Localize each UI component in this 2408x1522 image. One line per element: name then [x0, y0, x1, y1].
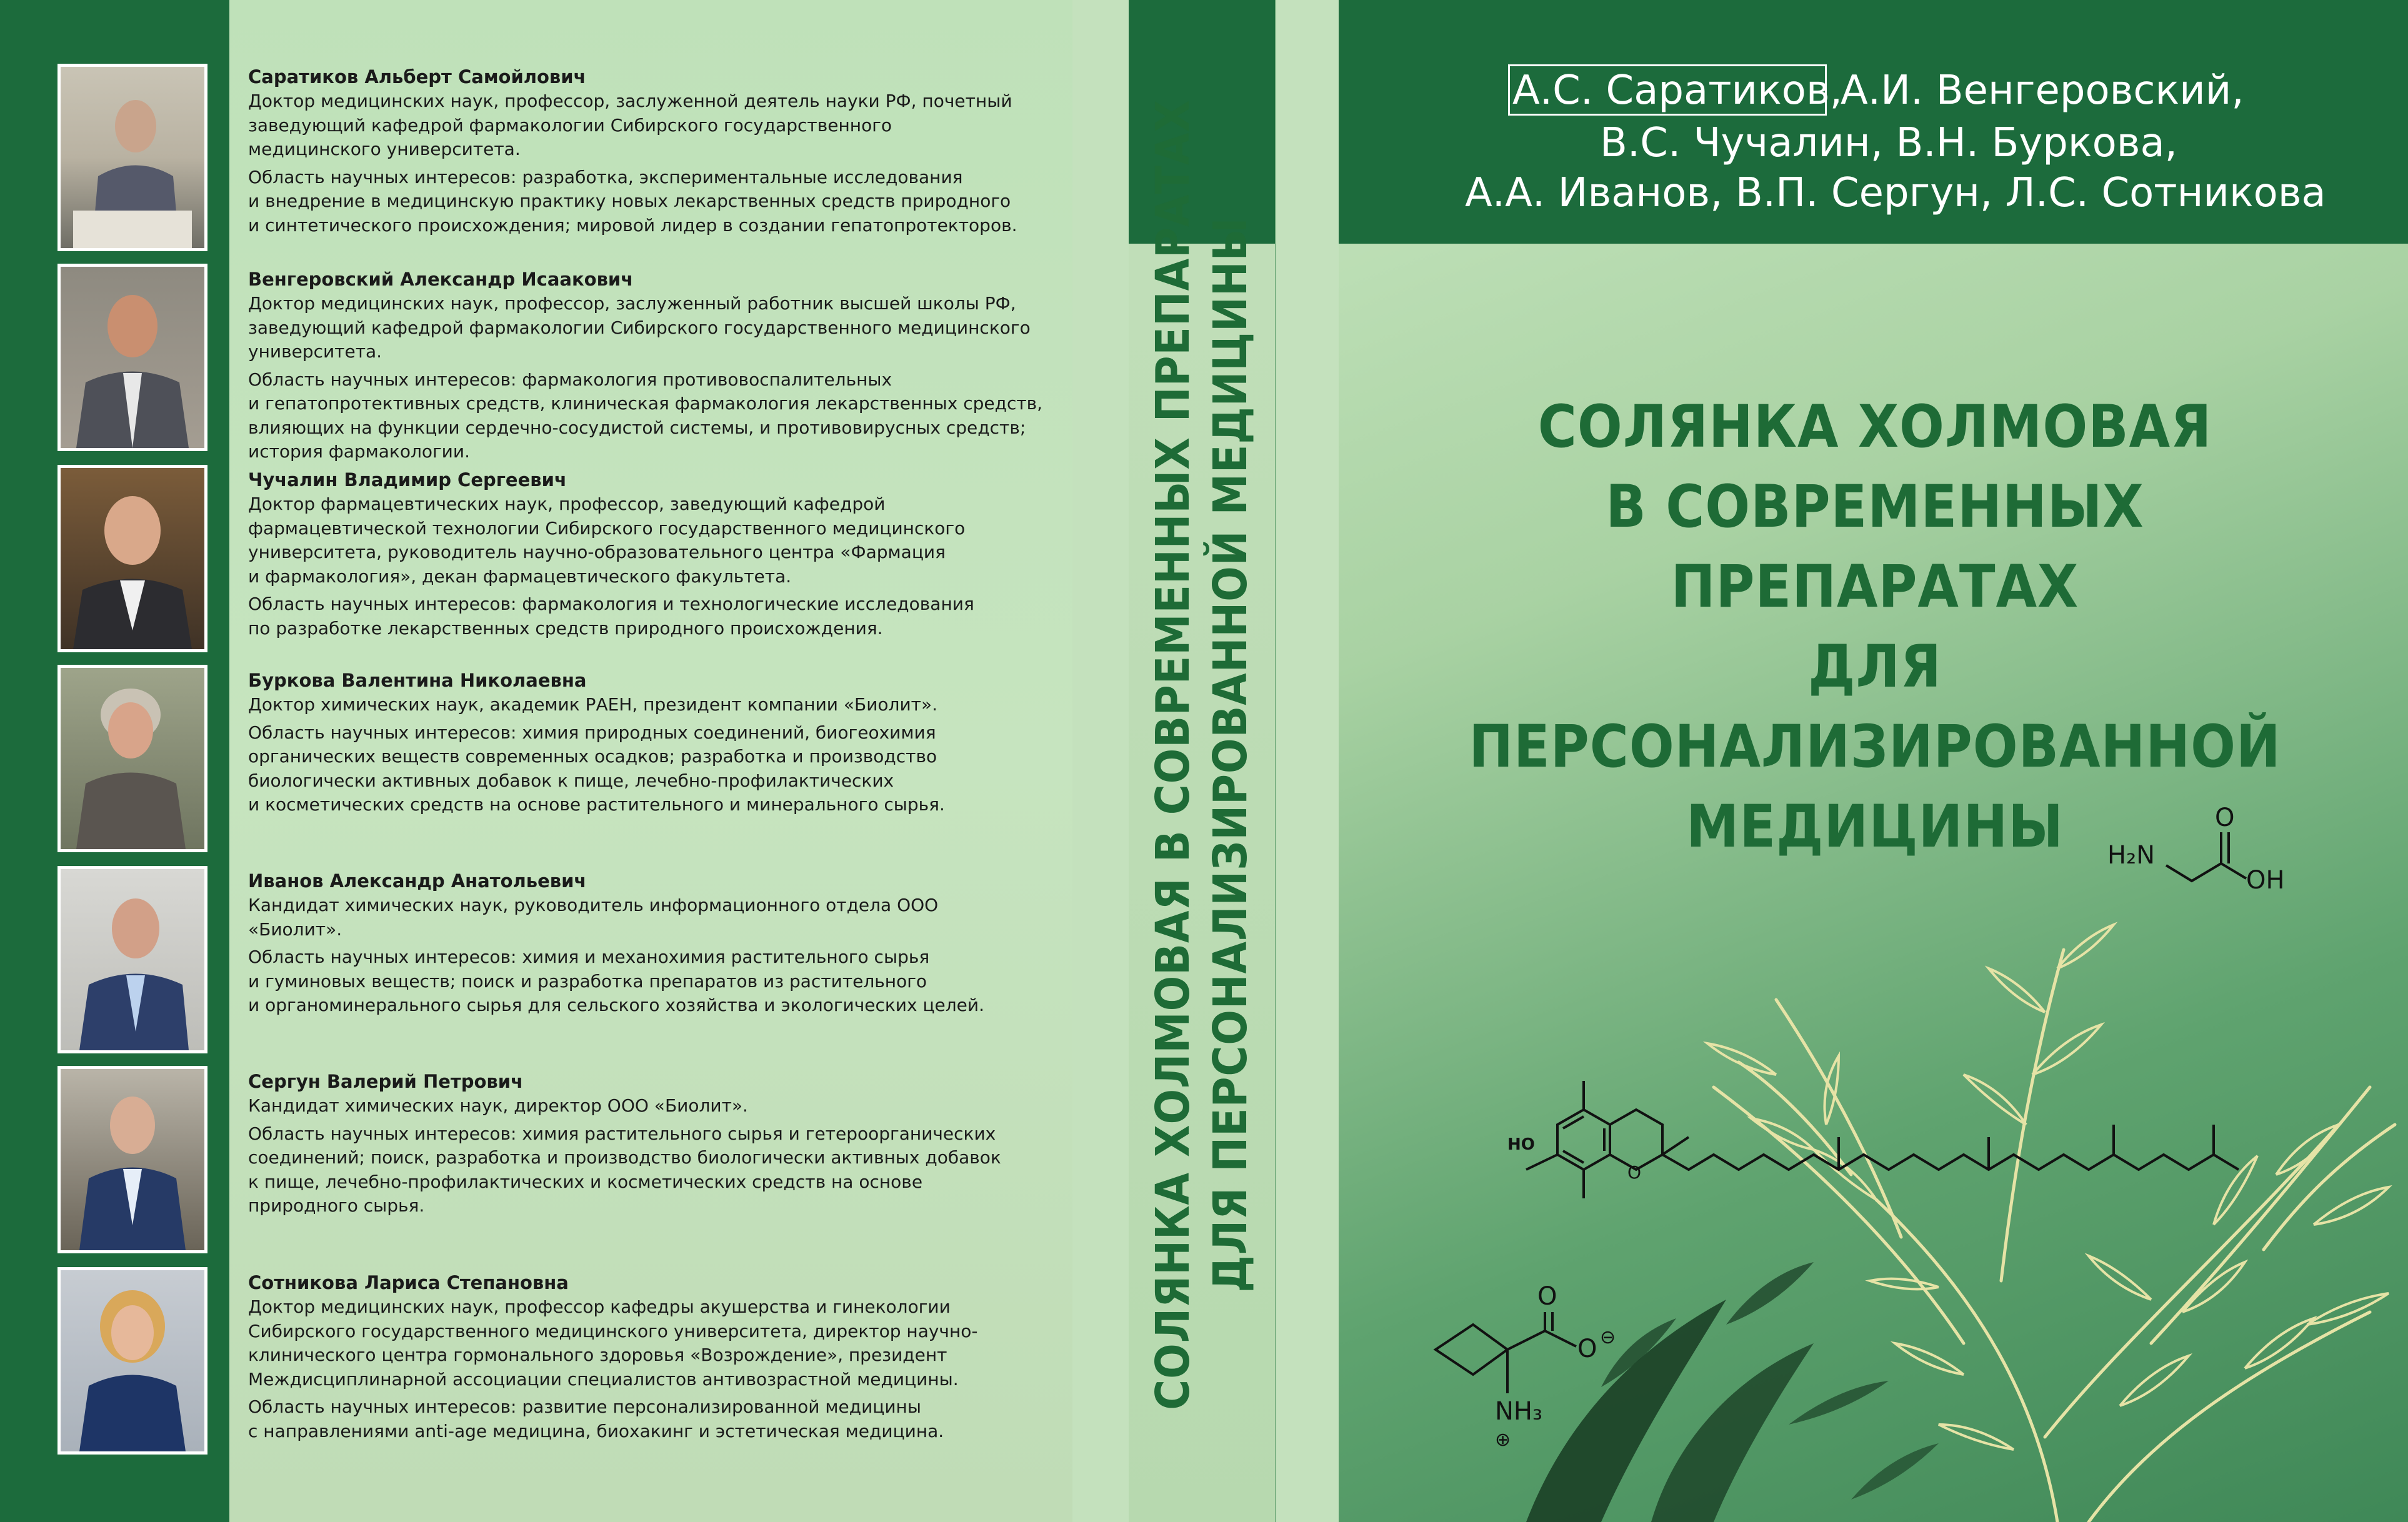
chem-label: O — [1577, 1335, 1597, 1363]
portrait-icon — [61, 67, 204, 248]
minus-charge-icon: ⊖ — [1600, 1326, 1616, 1348]
chem-label: OH — [2246, 866, 2285, 895]
bio-line: клинического центра гормонального здоровья «Возрождение», президент — [248, 1345, 947, 1365]
bio-line: и гуминовых веществ; поиск и разработка препаратов из растительного — [248, 970, 927, 992]
chem-label: HO — [1507, 1135, 1535, 1154]
portrait-icon — [61, 1069, 204, 1250]
bio-line: история фармакологии. — [248, 441, 470, 462]
author-photo-burkova — [57, 665, 207, 852]
bio-line: заведующий кафедрой фармакологии Сибирского государственного — [248, 114, 892, 136]
bio-line: Область научных интересов: развитие персонализированной медицины — [248, 1396, 921, 1417]
bio-line: природного сырья. — [248, 1195, 425, 1216]
spine-title-line: ДЛЯ ПЕРСОНАЛИЗИРОВАННОЙ МЕДИЦИНЫ — [1204, 217, 1257, 1293]
author-photo-sergun — [57, 1066, 207, 1253]
author-bio — [248, 1069, 1061, 1218]
author-name: Венгеровский Александр Исаакович — [248, 269, 634, 290]
bio-line: Кандидат химических наук, руководитель информационного отдела ООО — [248, 895, 939, 915]
spine-title-line: СОЛЯНКА ХОЛМОВАЯ В СОВРЕМЕННЫХ ПРЕПАРАТАХ — [1146, 99, 1200, 1410]
spine-hinge-right — [1275, 0, 1340, 1522]
bio-line: университета. — [248, 341, 382, 362]
bio-line: соединений; поиск, разработка и производство биологически активных добавок — [248, 1147, 1001, 1168]
book-title-line: В СОВРЕМЕННЫХ ПРЕПАРАТАХ — [1606, 473, 2144, 621]
chem-label: O — [2215, 803, 2235, 832]
plant-branches-icon — [1714, 950, 2395, 1522]
spine-title — [1144, 99, 1259, 1410]
dark-plant-icon — [1526, 1262, 1939, 1522]
bio-line: Область научных интересов: фармакология противовоспалительных — [248, 369, 892, 390]
bio-line: органических веществ современных осадков; разработка и производство — [248, 746, 937, 767]
bio-line: Доктор химических наук, академик РАЕН, президент компании «Биолит». — [248, 694, 937, 715]
front-author-line: В.С. Чучалин, В.Н. Буркова, — [1600, 120, 2177, 166]
author-bio — [248, 467, 1061, 640]
portrait-icon — [61, 668, 204, 849]
bio-line: и синтетического происхождения; мировой лидер в создании гепатопротекторов. — [248, 214, 1017, 236]
chem-label: H₂N — [2107, 841, 2156, 870]
bio-line: Область научных интересов: химия природных соединений, биогеохимия — [248, 722, 936, 743]
author-name: Сергун Валерий Петрович — [248, 1071, 523, 1092]
bio-line: Доктор фармацевтических наук, профессор, заведующий кафедрой — [248, 494, 886, 514]
front-author-line: А.А. Иванов, В.П. Сергун, Л.С. Сотникова — [1465, 170, 2326, 216]
portrait-icon — [61, 468, 204, 649]
book-title — [1444, 387, 2306, 867]
author-name: Иванов Александр Анатольевич — [248, 870, 587, 892]
author-bio — [248, 64, 1061, 237]
bio-line: Междисциплинарной ассоциации специалистов антивозрастной медицины. — [248, 1368, 959, 1390]
chem-label: NH₃ — [1495, 1397, 1543, 1426]
author-name: Саратиков Альберт Самойлович — [248, 66, 586, 87]
bio-line: Область научных интересов: фармакология и технологические исследования — [248, 594, 974, 614]
bio-line: Доктор медицинских наук, профессор, заслуженной деятель науки РФ, почетный — [248, 91, 1012, 111]
bio-line: биологически активных добавок к пище, лечебно-профилактических — [248, 770, 894, 791]
front-author-line: А.И. Венгеровский, — [1841, 67, 2244, 114]
bio-line: и органоминерального сырья для сельского хозяйства и экологических целей. — [248, 995, 984, 1015]
bio-line: влияющих на функции сердечно-сосудистой системы, и противовирусных средств; — [248, 417, 1026, 438]
book-title-line: МЕДИЦИНЫ — [1686, 793, 2064, 861]
author-bio — [248, 1270, 1061, 1443]
bio-line: по разработке лекарственных средств природного происхождения. — [248, 617, 883, 639]
author-bio — [248, 267, 1061, 464]
book-title-line: СОЛЯНКА ХОЛМОВАЯ — [1537, 393, 2212, 461]
author-photo-saratikov — [57, 64, 207, 251]
chem-label: O — [1627, 1162, 1642, 1183]
front-author-line: А.С. Саратиков, — [1512, 67, 1842, 114]
author-name: Чучалин Владимир Сергеевич — [248, 469, 567, 490]
author-photo-vengerovsky — [57, 264, 207, 451]
author-bio — [248, 668, 1061, 817]
author-name: Буркова Валентина Николаевна — [248, 670, 587, 691]
author-photo-sotnikova — [57, 1267, 207, 1455]
bio-line: и фармакология», декан фармацевтического факультета. — [248, 565, 792, 587]
spine-hinge-left — [1072, 0, 1130, 1522]
bio-line: Доктор медицинских наук, профессор, заслуженный работник высшей школы РФ, — [248, 293, 1016, 314]
bio-line: к пище, лечебно-профилактических и косметических средств на основе — [248, 1171, 923, 1192]
bio-line: университета, руководитель научно-образовательного центра «Фармация — [248, 542, 946, 562]
bio-line: Кандидат химических наук, директор ООО «Биолит». — [248, 1095, 748, 1116]
bio-line: Доктор медицинских наук, профессор кафедры акушерства и гинекологии — [248, 1296, 951, 1317]
author-photo-chuchalin — [57, 465, 207, 652]
portrait-icon — [61, 1270, 204, 1451]
back-cover-strip — [0, 0, 229, 1522]
bio-line: заведующий кафедрой фармакологии Сибирского государственного медицинского — [248, 317, 1031, 338]
bio-line: Область научных интересов: разработка, экспериментальные исследования — [248, 166, 963, 187]
bio-line: фармацевтической технологии Сибирского государственного медицинского — [248, 517, 966, 539]
author-bio — [248, 868, 1061, 1018]
chem-label: O — [1537, 1282, 1557, 1311]
author-photo-ivanov — [57, 866, 207, 1053]
bio-line: и косметических средств на основе растительного и минерального сырья. — [248, 794, 945, 815]
bio-line: Сибирского государственного медицинского университета, директор научно- — [248, 1320, 978, 1341]
plus-charge-icon: ⊕ — [1495, 1429, 1511, 1451]
portrait-icon — [61, 267, 204, 448]
portrait-icon — [61, 869, 204, 1050]
bio-line: с направлениями anti-age медицина, биохакинг и эстетическая медицина. — [248, 1420, 944, 1441]
bio-line: Область научных интересов: химия растительного сырья и гетероорганических — [248, 1123, 996, 1144]
author-name: Сотникова Лариса Степановна — [248, 1272, 569, 1293]
bio-line: и гепатопротективных средств, клиническая фармакология лекарственных средств, — [248, 393, 1043, 414]
bio-line: и внедрение в медицинскую практику новых лекарственных средств природного — [248, 191, 1011, 211]
bio-line: «Биолит». — [248, 918, 342, 940]
cyclobutane-structure-icon — [1436, 1312, 1576, 1393]
bio-line: Область научных интересов: химия и механохимия растительного сырья — [248, 947, 930, 967]
book-title-line: ДЛЯ ПЕРСОНАЛИЗИРОВАННОЙ — [1469, 633, 2281, 781]
bio-line: медицинского университета. — [248, 139, 521, 159]
